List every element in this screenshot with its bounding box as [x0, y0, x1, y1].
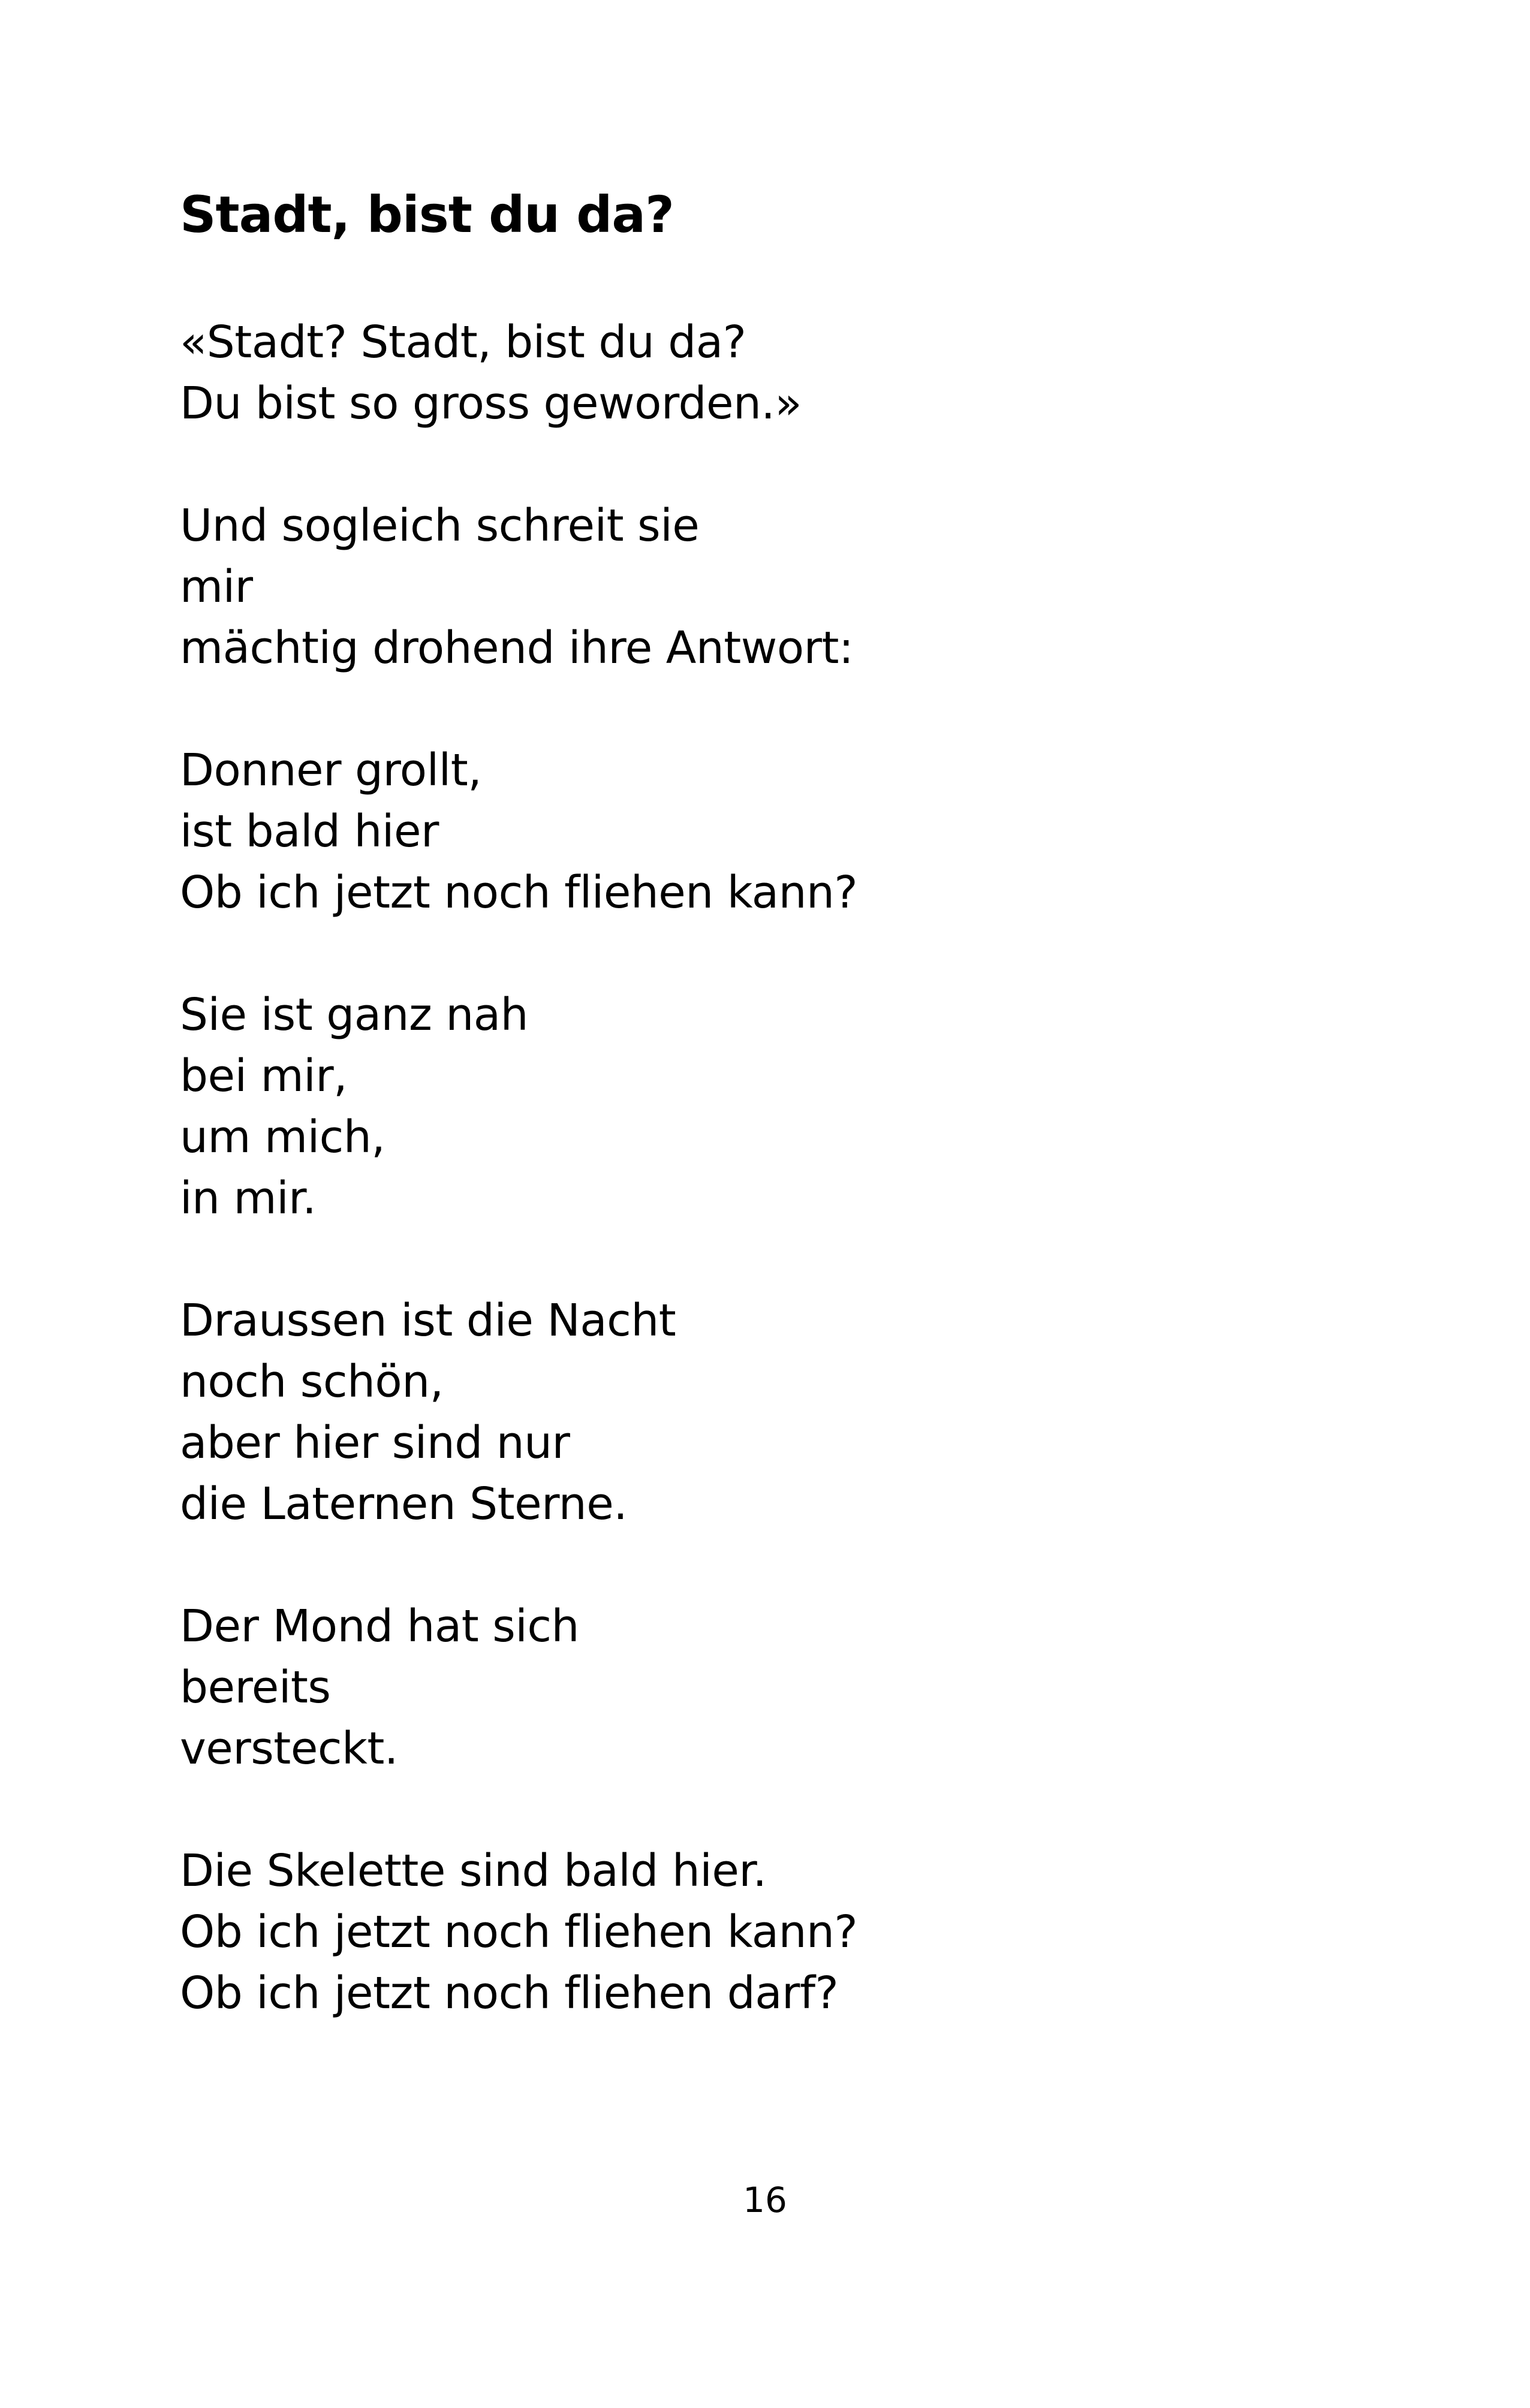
poem-line: aber hier sind nur	[180, 1417, 570, 1469]
poem-line: Sie ist ganz nah	[180, 989, 528, 1041]
stanza	[180, 312, 1379, 434]
poem-line: «Stadt? Stadt, bist du da?	[180, 317, 746, 368]
stanza	[180, 1290, 1379, 1535]
poem-line: Ob ich jetzt noch fliehen kann?	[180, 1906, 858, 1958]
poem-line: Der Mond hat sich	[180, 1601, 579, 1652]
poem-line: Ob ich jetzt noch fliehen darf?	[180, 1967, 839, 2019]
poem-line: Die Skelette sind bald hier.	[180, 1845, 767, 1897]
stanza	[180, 984, 1379, 1229]
poem-line: versteckt.	[180, 1723, 398, 1774]
poem-line: mir	[180, 561, 253, 613]
stanza	[180, 1840, 1379, 2024]
poem-line: bereits	[180, 1662, 331, 1713]
poem-line: in mir.	[180, 1173, 317, 1224]
poem-line: Du bist so gross geworden.»	[180, 378, 802, 429]
poem-line: Und sogleich schreit sie	[180, 500, 700, 551]
poem-title: Stadt, bist du da?	[180, 185, 674, 244]
poem-line: ist bald hier	[180, 806, 439, 857]
poem-line: Donner grollt,	[180, 745, 482, 796]
poem-line: noch schön,	[180, 1356, 444, 1408]
poem-body	[180, 312, 1379, 2085]
poem-line: mächtig drohend ihre Antwort:	[180, 622, 854, 674]
stanza	[180, 1596, 1379, 1779]
stanza	[180, 495, 1379, 679]
poem-line: die Laternen Sterne.	[180, 1478, 628, 1530]
poem-line: um mich,	[180, 1111, 385, 1163]
poem-line: Ob ich jetzt noch fliehen kann?	[180, 867, 858, 918]
poem-line: bei mir,	[180, 1050, 348, 1102]
stanza	[180, 740, 1379, 923]
page-number: 16	[743, 2180, 787, 2220]
poem-line: Draussen ist die Nacht	[180, 1295, 676, 1346]
